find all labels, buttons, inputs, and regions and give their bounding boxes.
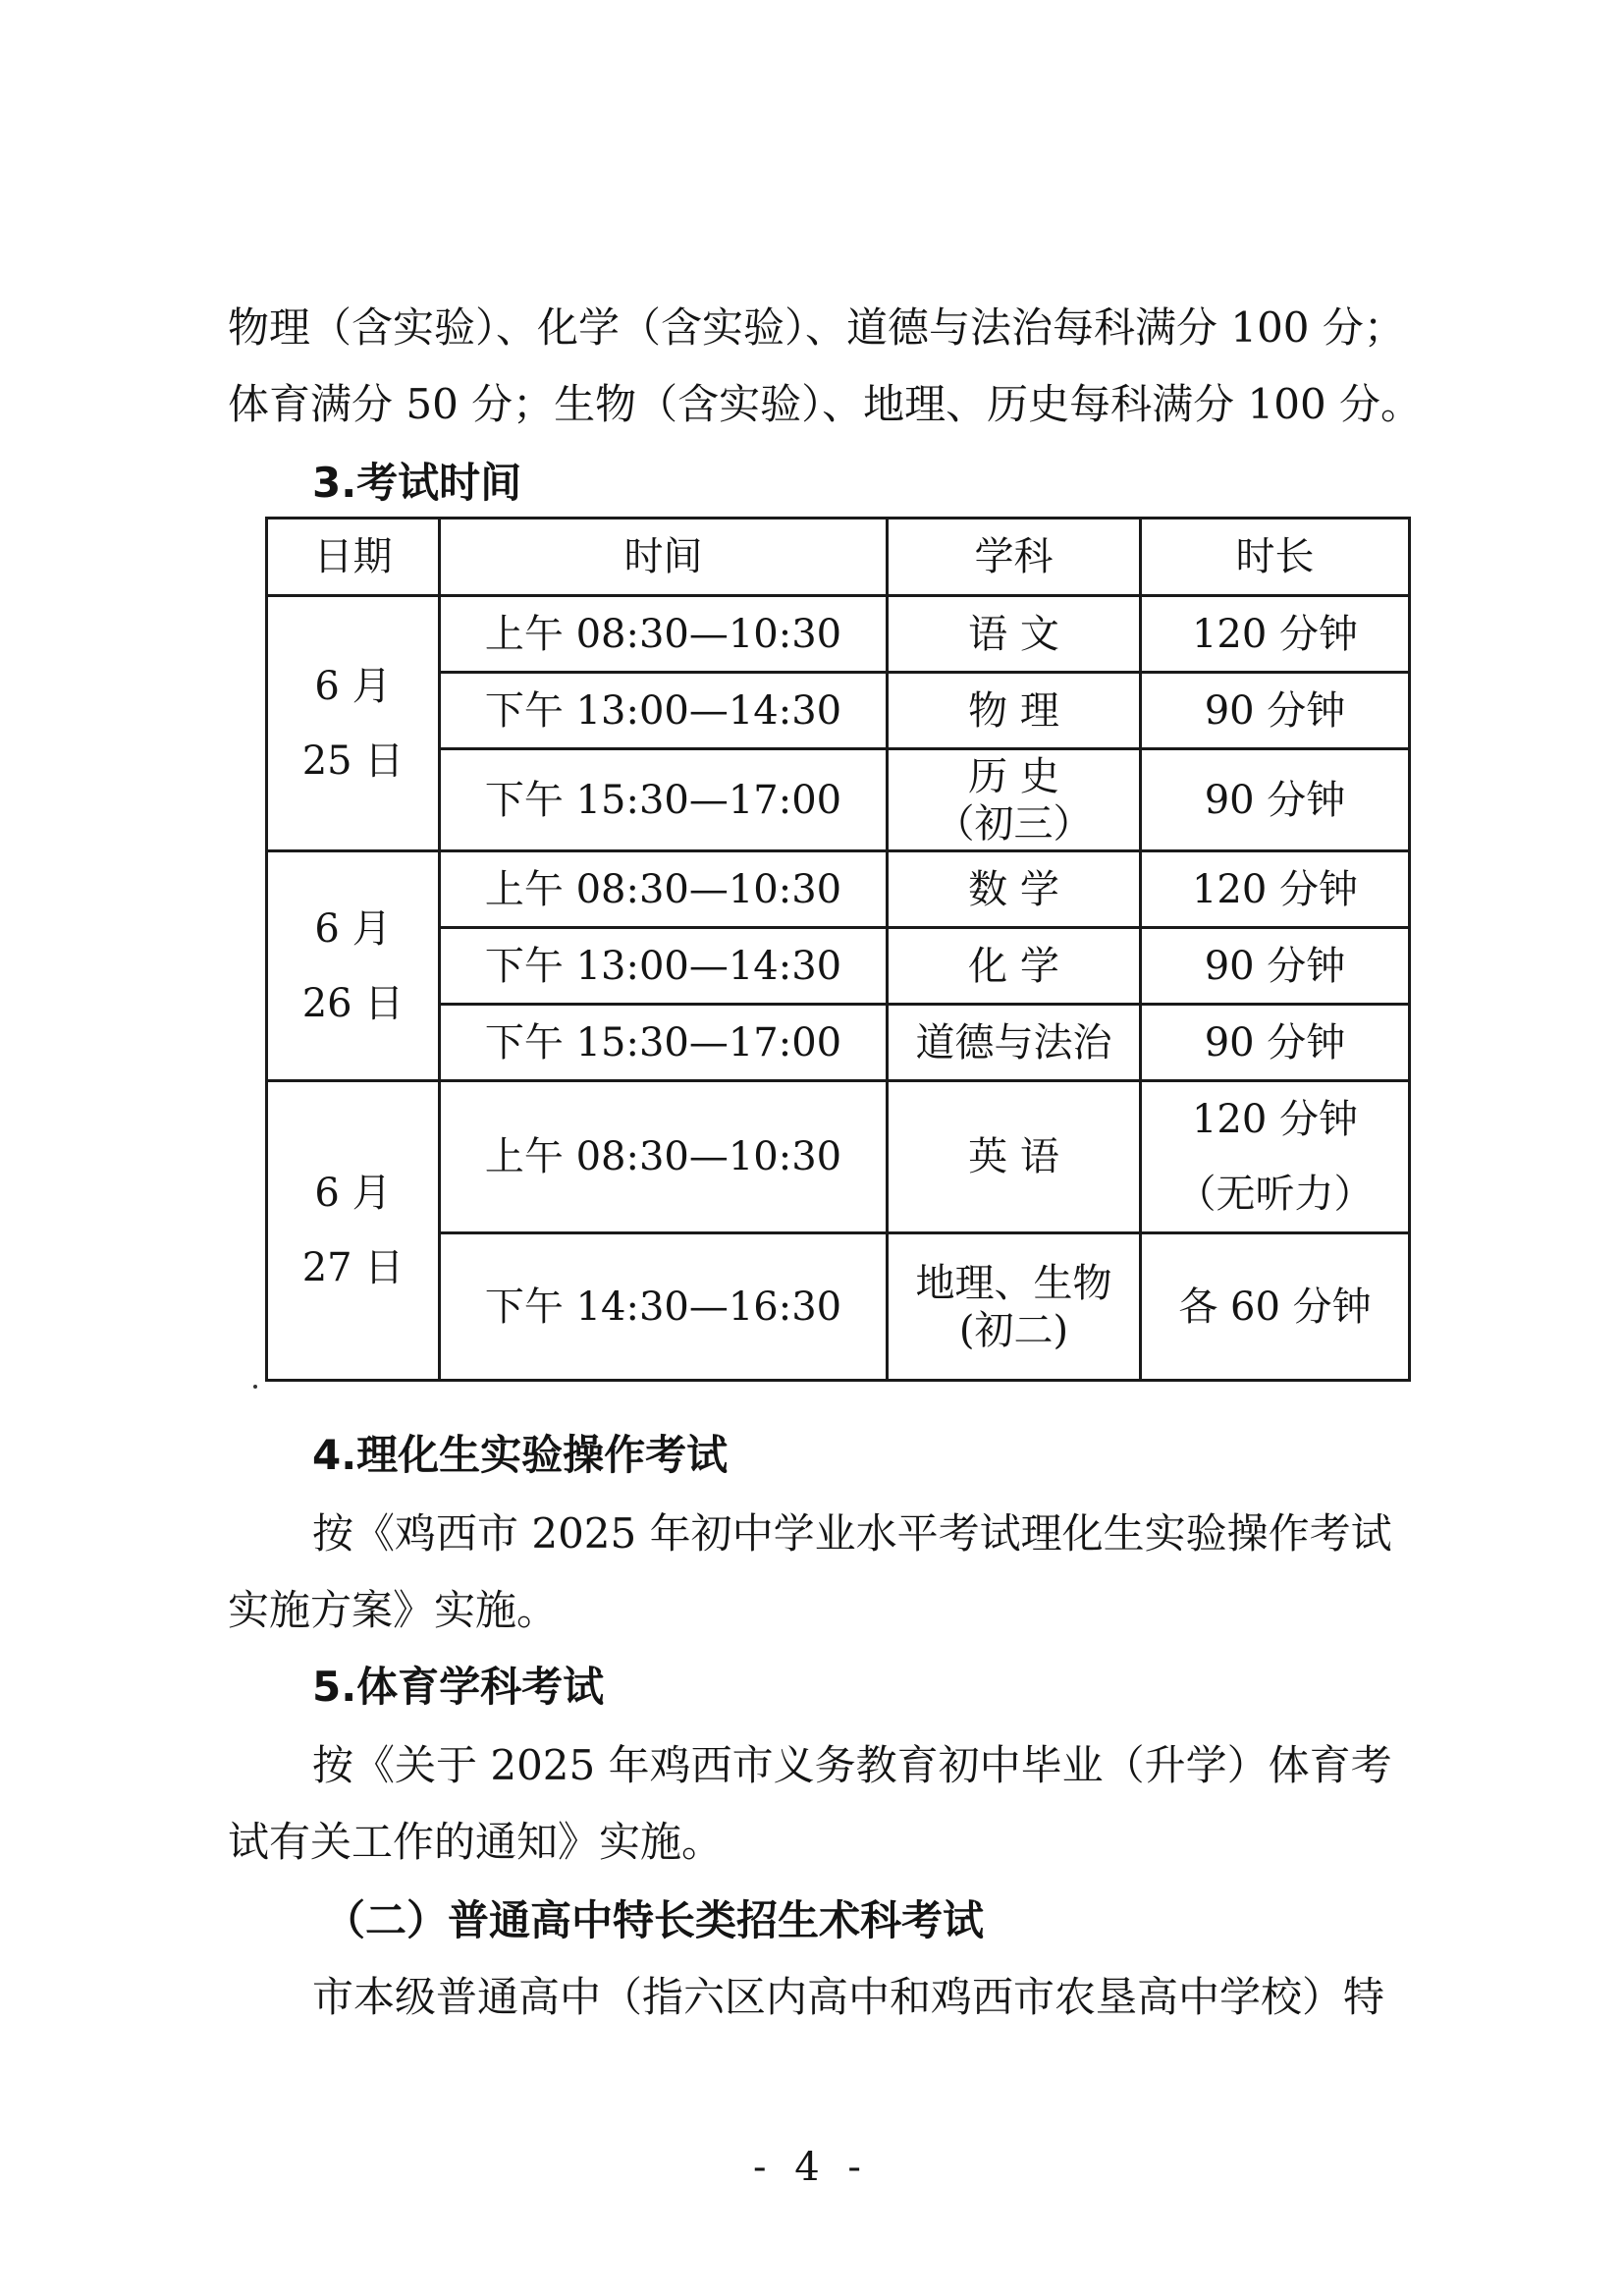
- subject-cell: [888, 749, 1141, 851]
- paragraph-line: 按《关于 2025 年鸡西市义务教育初中毕业（升学）体育考: [312, 1741, 1392, 1789]
- scan-speck: [253, 1385, 257, 1389]
- date-month: 6 月: [314, 663, 392, 709]
- paragraph-line: 物理（含实验）、化学（含实验）、道德与法治每科满分 100 分；: [228, 303, 1405, 352]
- section-heading-exam-time: 3.考试时间: [312, 459, 522, 507]
- duration-cell: 90 分钟: [1141, 673, 1410, 749]
- duration-note: （无听力）: [1176, 1172, 1374, 1217]
- paragraph-line: 试有关工作的通知》实施。: [228, 1818, 724, 1866]
- time-cell: 上午 08:30—10:30: [440, 596, 888, 673]
- time-cell: 下午 15:30—17:00: [440, 749, 888, 851]
- subject-cell: 道德与法治: [888, 1005, 1141, 1081]
- subject-cell: 物 理: [888, 673, 1141, 749]
- table-row: [267, 1081, 1410, 1233]
- section-heading-specialty-exam: （二）普通高中特长类招生术科考试: [324, 1896, 985, 1944]
- header-time: 时间: [440, 519, 888, 596]
- header-subject: 学科: [888, 519, 1141, 596]
- time-cell: 下午 13:00—14:30: [440, 673, 888, 749]
- section-heading-pe-exam: 5.体育学科考试: [312, 1663, 605, 1711]
- duration-cell: 90 分钟: [1141, 928, 1410, 1005]
- page-number: - 4 -: [753, 2145, 869, 2190]
- paragraph-line: 按《鸡西市 2025 年初中学业水平考试理化生实验操作考试: [312, 1509, 1392, 1558]
- subject-note: （初三）: [935, 800, 1093, 847]
- time-cell: 上午 08:30—10:30: [440, 851, 888, 928]
- subject-cell: 英 语: [888, 1081, 1141, 1233]
- subject-line: 历 史: [968, 753, 1059, 799]
- date-cell: [267, 1081, 440, 1381]
- date-month: 6 月: [314, 905, 392, 952]
- table-header-row: [267, 519, 1410, 596]
- date-day: 27 日: [301, 1245, 405, 1290]
- subject-cell: 语 文: [888, 596, 1141, 673]
- duration-cell: 120 分钟: [1141, 596, 1410, 673]
- section-heading-lab-exam: 4.理化生实验操作考试: [312, 1431, 729, 1479]
- time-cell: 下午 14:30—16:30: [440, 1233, 888, 1381]
- table-row: [267, 851, 1410, 928]
- time-cell: 下午 15:30—17:00: [440, 1005, 888, 1081]
- paragraph-line: 市本级普通高中（指六区内高中和鸡西市农垦高中学校）特: [312, 1973, 1385, 2021]
- subject-note: (初二): [958, 1307, 1069, 1353]
- table-row: [267, 596, 1410, 673]
- subject-cell: 化 学: [888, 928, 1141, 1005]
- duration-cell: [1141, 1081, 1410, 1233]
- subject-line: 地理、生物: [915, 1260, 1112, 1306]
- header-duration: 时长: [1141, 519, 1410, 596]
- duration-line: 120 分钟: [1191, 1097, 1359, 1142]
- date-cell: [267, 596, 440, 851]
- paragraph-line: 体育满分 50 分；生物（含实验）、地理、历史每科满分 100 分。: [228, 380, 1423, 428]
- header-date: 日期: [267, 519, 440, 596]
- paragraph-line: 实施方案》实施。: [228, 1586, 559, 1634]
- date-day: 25 日: [301, 738, 405, 784]
- date-month: 6 月: [314, 1171, 392, 1216]
- date-cell: [267, 851, 440, 1081]
- duration-cell: 90 分钟: [1141, 1005, 1410, 1081]
- time-cell: 下午 13:00—14:30: [440, 928, 888, 1005]
- date-day: 26 日: [301, 980, 405, 1026]
- duration-cell: 90 分钟: [1141, 749, 1410, 851]
- exam-schedule-table: [265, 517, 1411, 1382]
- subject-cell: 数 学: [888, 851, 1141, 928]
- duration-cell: 各 60 分钟: [1141, 1233, 1410, 1381]
- duration-cell: 120 分钟: [1141, 851, 1410, 928]
- subject-cell: [888, 1233, 1141, 1381]
- time-cell: 上午 08:30—10:30: [440, 1081, 888, 1233]
